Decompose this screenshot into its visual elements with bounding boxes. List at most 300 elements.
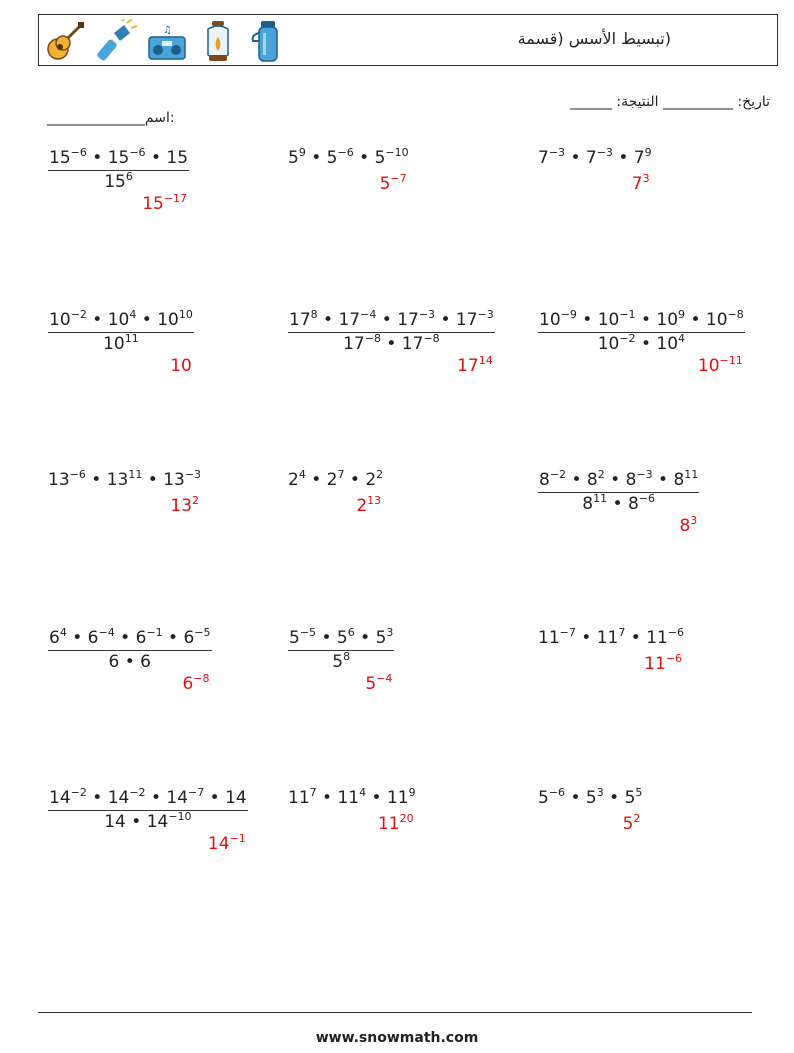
footer-divider [38,1012,752,1013]
base: 5 [336,628,348,648]
exponent: 2 [597,468,605,481]
power-term [109,652,120,672]
power-term [456,310,494,330]
exponent: 11 [124,332,139,345]
power-term [140,652,151,672]
power-term [376,628,394,648]
multiply-dot: • [354,628,376,648]
numerator [538,470,699,493]
power-term [136,628,163,648]
denominator [48,171,189,192]
multiply-dot: • [86,788,108,808]
problem-1 [48,148,189,192]
base: 10 [656,334,679,354]
fraction [48,788,248,832]
answer-exponent: −6 [665,652,683,665]
exponent: 10 [178,308,193,321]
power-term [634,148,652,168]
base: 6 [135,628,147,648]
multiply-dot: • [344,470,366,490]
answer-exponent: −17 [163,192,188,205]
exponent: 9 [298,146,306,159]
multiply-dot: • [435,310,456,330]
power-term [625,788,643,808]
problem-15 [538,788,642,808]
worksheet-title: (تبسيط الأسس (قسمة [517,29,671,48]
denominator [48,333,194,354]
thermos-icon [247,19,291,63]
power-term [107,470,143,490]
multiply-dot: • [625,628,647,648]
base: 13 [48,470,70,490]
power-term [327,148,354,168]
power-term [375,148,409,168]
base: 7 [538,148,549,168]
exponent: −3 [548,146,566,159]
base: 17 [455,310,478,330]
answer [380,174,407,194]
power-term [646,628,684,648]
base: 8 [582,494,594,514]
multiply-dot: • [145,788,167,808]
power-term [598,334,636,354]
base: 14 [49,788,71,808]
power-term [586,148,613,168]
answer-base: 14 [207,834,230,854]
answer-exponent: 2 [633,812,641,825]
answer-exponent: −11 [719,354,743,367]
answer [698,356,743,376]
exponent: 5 [635,786,643,799]
denominator [538,333,745,354]
answer [170,496,199,516]
base: 5 [624,788,636,808]
power-term [656,334,685,354]
base: 8 [625,470,637,490]
answer [142,194,187,214]
problem-10 [48,628,212,672]
exponent: −4 [98,626,115,639]
base: 8 [673,470,685,490]
exponent: −10 [168,810,192,823]
multiply-dot: • [86,310,108,330]
power-term [88,628,115,648]
exponent: 7 [618,626,626,639]
multiply-dot: • [353,148,375,168]
exponent: −6 [667,626,685,639]
answer-base: 11 [377,814,400,834]
exponent: −3 [184,468,202,481]
base: 17 [289,310,311,330]
numerator [48,628,212,651]
exponent: 4 [59,626,67,639]
multiply-dot: • [305,148,327,168]
base: 17 [338,310,361,330]
exponent: −8 [423,332,440,345]
problem-4 [48,310,194,354]
base: 10 [705,310,728,330]
base: 15 [104,172,126,192]
base: 13 [163,470,185,490]
exponent: −8 [727,308,744,321]
base: 2 [326,470,338,490]
power-term [288,788,317,808]
fraction [288,310,495,354]
exponent: −8 [364,332,381,345]
answer-base: 5 [379,174,391,194]
problem-2 [288,148,409,168]
numerator [48,148,189,171]
power-term [49,788,87,808]
base: 2 [288,470,299,490]
answer [679,516,697,536]
answer-base: 17 [457,356,479,376]
base: 10 [107,310,130,330]
power-term [397,310,435,330]
expression [288,148,409,168]
multiply-dot: • [603,788,625,808]
problem-7 [48,470,201,490]
exponent: 9 [678,308,686,321]
exponent: −6 [129,146,146,159]
base: 7 [633,148,645,168]
power-term [337,628,355,648]
multiply-dot: • [162,628,184,648]
power-term [288,148,306,168]
answer-base: 2 [356,496,368,516]
power-term [108,148,146,168]
multiply-dot: • [316,788,338,808]
exponent: −6 [69,468,86,481]
exponent: −10 [385,146,409,159]
multiply-dot: • [612,148,634,168]
answer [378,814,414,834]
base: 5 [585,788,597,808]
power-term [628,494,655,514]
multiply-dot: • [145,148,167,168]
numerator [288,628,394,651]
name-label: اسم: [144,110,175,126]
fraction [538,310,745,354]
exponent: 11 [128,468,143,481]
power-term [49,628,67,648]
power-term [365,470,383,490]
power-term [157,310,193,330]
base: 13 [106,470,129,490]
expression [538,628,684,648]
base: 6 [87,628,99,648]
multiply-dot: • [566,470,587,490]
base: 5 [538,788,549,808]
answer-exponent: 13 [367,494,382,507]
denominator [288,651,394,672]
base: 5 [375,628,387,648]
flashlight-icon [94,19,138,63]
multiply-dot: • [86,148,108,168]
power-term [387,788,416,808]
power-term [343,334,381,354]
multiply-dot: • [376,310,398,330]
problem-12 [538,628,684,648]
power-term [337,788,366,808]
denominator [48,811,248,832]
fraction [48,628,212,672]
problem-11 [288,628,394,672]
exponent: −7 [188,786,205,799]
power-term [338,310,376,330]
power-term [225,788,247,808]
exponent: 7 [337,468,345,481]
base: 5 [289,628,300,648]
exponent: −6 [548,786,566,799]
power-term [108,310,137,330]
numerator [538,310,745,333]
lantern-icon [196,19,240,63]
base: 10 [597,310,620,330]
multiply-dot: • [142,470,164,490]
multiply-dot: • [565,788,586,808]
base: 7 [585,148,597,168]
multiply-dot: • [317,310,339,330]
power-term [49,310,87,330]
base: 11 [596,628,619,648]
fraction [288,628,394,672]
base: 10 [157,310,179,330]
base: 10 [539,310,561,330]
power-term [539,470,566,490]
exponent: 7 [309,786,317,799]
multiply-dot: • [607,494,628,514]
exponent: −4 [360,308,377,321]
multiply-dot: • [66,628,88,648]
exponent: −1 [146,626,163,639]
answer-base: 13 [170,496,193,516]
multiply-dot: • [635,334,657,354]
expression [538,148,652,168]
base: 6 [108,652,120,672]
power-term [332,652,350,672]
multiply-dot: • [576,310,598,330]
base: 10 [597,334,620,354]
power-term [108,788,146,808]
base: 8 [627,494,639,514]
multiply-dot: • [652,470,674,490]
problem-6 [538,310,745,354]
base: 5 [288,148,299,168]
exponent: −7 [559,626,576,639]
power-term [597,628,626,648]
answer-base: 10 [697,356,720,376]
exponent: 4 [129,308,137,321]
multiply-dot: • [604,470,626,490]
base: 15 [166,148,189,168]
base: 10 [103,334,125,354]
base: 15 [49,148,71,168]
answer-exponent: 14 [478,354,493,367]
base: 11 [288,788,310,808]
answer [182,674,209,694]
exponent: 6 [347,626,355,639]
answer-base: 15 [142,194,164,214]
exponent: 4 [359,786,367,799]
exponent: −3 [636,468,653,481]
power-term [538,788,565,808]
base: 8 [586,470,598,490]
exponent: 4 [678,332,686,345]
exponent: 2 [376,468,384,481]
base: 11 [646,628,668,648]
answer-base: 8 [679,516,691,536]
footer-url: www.snowmath.com [315,1030,479,1046]
answer [356,496,381,516]
base: 11 [386,788,409,808]
base: 11 [538,628,560,648]
exponent: 6 [125,170,133,183]
answer-exponent: −1 [229,832,246,845]
multiply-dot: • [136,310,158,330]
answer-exponent: 3 [690,514,698,527]
exponent: 11 [684,468,699,481]
numerator [48,788,248,811]
base: 6 [183,628,195,648]
power-term [147,812,192,832]
power-term [289,310,318,330]
answer [170,356,192,376]
expression [288,470,383,490]
multiply-dot: • [366,788,387,808]
exponent: −1 [619,308,636,321]
name-blank: ______________ [46,110,145,126]
base: 14 [166,788,189,808]
power-term [539,310,577,330]
answer [365,674,392,694]
exponent: −5 [299,626,317,639]
answer-exponent: −7 [390,172,407,185]
guitar-icon [43,19,87,63]
answer [632,174,650,194]
problem-8 [288,470,383,490]
power-term [288,470,306,490]
multiply-dot: • [565,148,586,168]
multiply-dot: • [125,812,147,832]
power-term [289,628,316,648]
fraction [48,310,194,354]
numerator [48,310,194,333]
exponent: 3 [386,626,394,639]
multiply-dot: • [635,310,657,330]
answer-base: 5 [622,814,634,834]
expression [48,470,201,490]
multiply-dot: • [119,652,141,672]
exponent: −6 [337,146,354,159]
answer-exponent: 2 [192,494,200,507]
base: 17 [343,334,365,354]
multiply-dot: • [204,788,226,808]
numerator [288,310,495,333]
exponent: −3 [418,308,436,321]
denominator [48,651,212,672]
problem-3 [538,148,652,168]
answer-base: 6 [182,674,194,694]
exponent: −2 [549,468,567,481]
fraction [48,148,189,192]
power-term [49,148,87,168]
multiply-dot: • [85,470,107,490]
worksheet-header [38,14,778,66]
base: 2 [365,470,377,490]
problem-5 [288,310,495,354]
name-field [38,94,175,126]
answer-exponent: −4 [376,672,393,685]
power-term [104,172,133,192]
power-term [166,788,204,808]
answer-base: 11 [644,654,666,674]
base: 17 [397,310,419,330]
base: 15 [107,148,130,168]
base: 8 [539,470,550,490]
answer-base: 10 [170,356,192,376]
answer-base: 7 [631,174,643,194]
exponent: −3 [477,308,494,321]
exponent: 8 [343,650,351,663]
svg-text:♫: ♫ [163,25,172,36]
exponent: 9 [408,786,416,799]
exponent: 9 [644,146,652,159]
power-term [327,470,345,490]
power-term [103,334,139,354]
power-term [104,812,126,832]
power-term [163,470,201,490]
date-score-field: ______ :تاريخ: __________ النتيجة [569,94,770,110]
answer-base: 5 [365,674,377,694]
multiply-dot: • [114,628,136,648]
power-term [587,470,605,490]
answer [208,834,246,854]
base: 10 [49,310,71,330]
multiply-dot: • [685,310,706,330]
answer [457,356,493,376]
exponent: −9 [560,308,577,321]
power-term [656,310,685,330]
exponent: −2 [70,786,87,799]
exponent: 11 [593,492,608,505]
header-icons [43,19,291,63]
power-term [183,628,210,648]
answer [644,654,682,674]
denominator [288,333,495,354]
denominator [538,493,699,514]
power-term [166,148,188,168]
exponent: −2 [619,332,636,345]
exponent: −2 [129,786,146,799]
base: 14 [146,812,169,832]
multiply-dot: • [380,334,402,354]
fraction [538,470,699,514]
problem-14 [288,788,416,808]
radio-icon [145,19,189,63]
base: 5 [332,652,344,672]
base: 10 [656,310,679,330]
multiply-dot: • [305,470,327,490]
answer-exponent: 3 [642,172,650,185]
base: 5 [326,148,338,168]
problem-9 [538,470,699,514]
exponent: 8 [310,308,318,321]
base: 6 [49,628,60,648]
base: 11 [337,788,360,808]
multiply-dot: • [316,628,337,648]
exponent: −6 [70,146,87,159]
